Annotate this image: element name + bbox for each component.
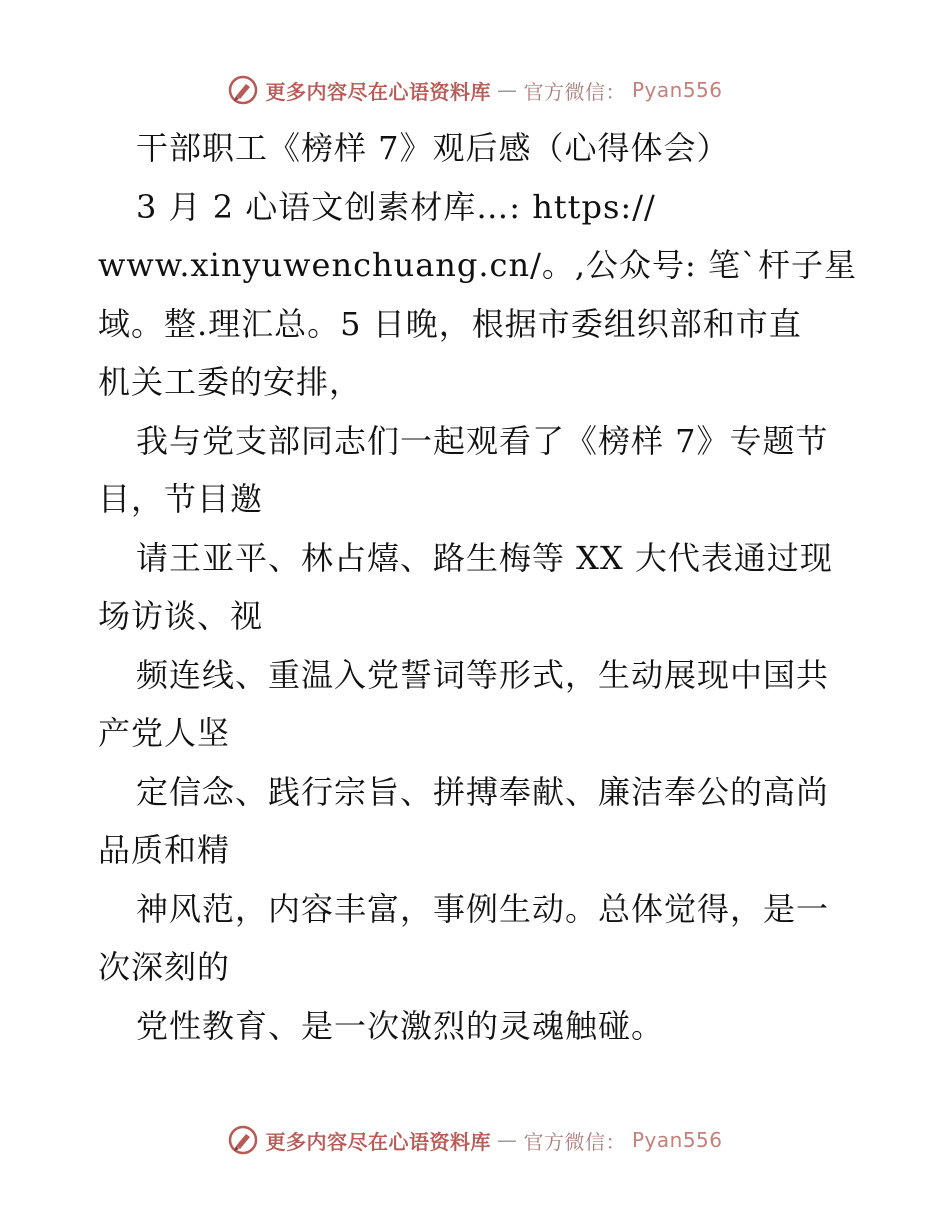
document-body (98, 119, 858, 1055)
pen-logo-icon (227, 1124, 259, 1156)
doc-line: 我与党支部同志们一起观看了《榜样 7》专题节 (136, 421, 829, 460)
doc-line: 品质和精 (98, 831, 231, 869)
doc-line: 次深刻的 (98, 948, 231, 986)
doc-line: 场访谈、视 (98, 597, 264, 635)
pen-logo-icon (227, 74, 259, 106)
doc-title: 干部职工《榜样 7》观后感（心得体会） (136, 129, 730, 167)
doc-line: 定信念、践行宗旨、拼搏奉献、廉洁奉公的高尚 (136, 772, 830, 811)
doc-line: 机关工委的安排， (98, 363, 363, 401)
doc-line: 3 月 2 心语文创素材库…: https:// (136, 187, 656, 226)
doc-line: 目，节目邀 (98, 480, 264, 518)
banner-main-text: 更多内容尽在心语资料库 (265, 79, 491, 104)
doc-line: 党性教育、是一次激烈的灵魂触碰。 (136, 1006, 665, 1045)
banner-sub-text: 官方微信： (523, 1129, 626, 1154)
banner-sub-text: 官方微信： (523, 79, 626, 104)
banner-account: Pyan556 (631, 78, 723, 102)
footer-watermark (0, 1120, 950, 1160)
doc-line: 频连线、重温入党誓词等形式，生动展现中国共 (136, 655, 830, 694)
header-watermark (0, 70, 950, 110)
banner-dash: — (496, 78, 518, 102)
doc-line: 神风范，内容丰富，事例生动。总体觉得，是一 (136, 889, 830, 928)
doc-line: 域。整.理汇总。5 日晚，根据市委组织部和市直 (98, 304, 802, 343)
doc-line: www.xinyuwenchuang.cn/。,公众号: 笔`杆子星 (98, 246, 857, 284)
banner-account: Pyan556 (631, 1128, 723, 1152)
doc-line: 请王亚平、林占熺、路生梅等 XX 大代表通过现 (136, 538, 833, 577)
banner-dash: — (496, 1128, 518, 1152)
doc-line: 产党人坚 (98, 714, 231, 752)
banner-main-text: 更多内容尽在心语资料库 (265, 1129, 491, 1154)
